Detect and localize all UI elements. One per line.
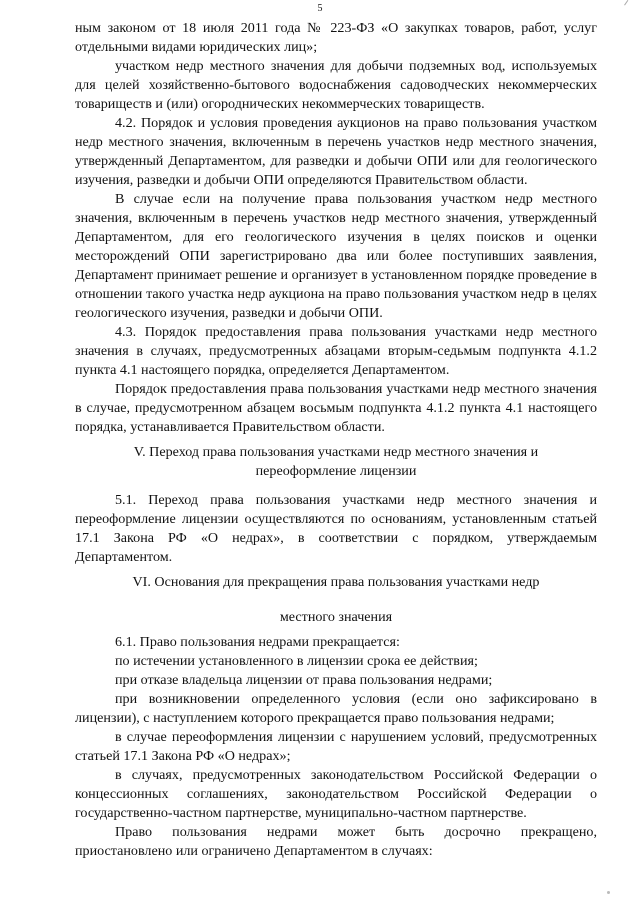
section-heading-v: V. Переход права пользования участками недр местного значения и переоформление лицензии bbox=[133, 444, 539, 479]
paragraph-6-1: 6.1. Право пользования недрами прекращается: bbox=[115, 634, 400, 650]
page-number: 5 bbox=[317, 3, 323, 14]
paragraph-law-reference: ным законом от 18 июля 2011 года № 223-ФЗ «О закупках товаров, работ, услуг отдельными видами юридических лиц»; bbox=[75, 20, 597, 55]
document-body bbox=[75, 19, 597, 861]
list-item-condition: при возникновении определенного условия (если оно зафиксировано в лицензии), с наступлением которого прекращается право пользования недрами; bbox=[75, 691, 597, 726]
section-heading-vi-line2: местного значения bbox=[279, 609, 393, 625]
paragraph-4-3: 4.3. Порядок предоставления права пользования участками недр местного значения в случаях, предусмотренных абзацами вторым-седьмым подпункта 4.1.2 пункта 4.1 настоящего порядка, определяется Департаментом. bbox=[75, 324, 597, 378]
list-item-refusal: при отказе владельца лицензии от права пользования недрами; bbox=[115, 672, 493, 688]
list-item-reissue-violation: в случае переоформления лицензии с нарушением условий, предусмотренных статьей 17.1 Закона РФ «О недрах»; bbox=[75, 729, 597, 764]
paragraph-order-government: Порядок предоставления права пользования участками недр местного значения в случае, предусмотренном абзацем восьмым подпункта 4.1.2 пункта 4.1 настоящего порядка, устанавливается Правительством области. bbox=[75, 381, 597, 435]
paragraph-early-termination: Право пользования недрами может быть досрочно прекращено, приостановлено или ограничено Департаментом в случаях: bbox=[75, 824, 597, 859]
paragraph-auction-case: В случае если на получение права пользования участком недр местного значения, включенным в перечень участков недр местного значения, утвержденный Департаментом, для его геологического изучения в целях поисков и оценки месторождений ОПИ зарегистрировано два или более поступивших заявления, Департамент принимает решение и организует в установленном порядке проведение в отношении такого участка недр аукциона на право пользования участком недр в целях геологического изучения, разведки и добычи ОПИ. bbox=[75, 191, 597, 321]
list-item-expiry: по истечении установленного в лицензии срока ее действия; bbox=[115, 653, 478, 669]
paragraph-4-2: 4.2. Порядок и условия проведения аукционов на право пользования участком недр местного значения, включенным в перечень участков недр местного значения, утвержденный Департаментом, для разведки и добычи ОПИ или для геологического изучения, разведки и добычи ОПИ определяются Правительством области. bbox=[75, 115, 597, 188]
section-heading-vi-line1: VI. Основания для прекращения права пользования участками недр bbox=[132, 574, 540, 590]
paragraph-groundwater: участком недр местного значения для добычи подземных вод, используемых для целей хозяйственно-бытового водоснабжения садоводческих некоммерческих товариществ и (или) огороднических некоммерческих товариществ. bbox=[75, 58, 597, 112]
scan-speck bbox=[607, 891, 610, 894]
paragraph-5-1: 5.1. Переход права пользования участками недр местного значения и переоформление лицензии осуществляются по основаниям, установленным статьей 17.1 Закона РФ «О недрах», в соответствии с порядком, утверждаемым Департаментом. bbox=[75, 492, 597, 565]
list-item-concession: в случаях, предусмотренных законодательством Российской Федерации о концессионных соглашениях, законодательством Российской Федерации о государственно-частном партнерстве, муниципально-частном партнерстве. bbox=[75, 767, 597, 821]
